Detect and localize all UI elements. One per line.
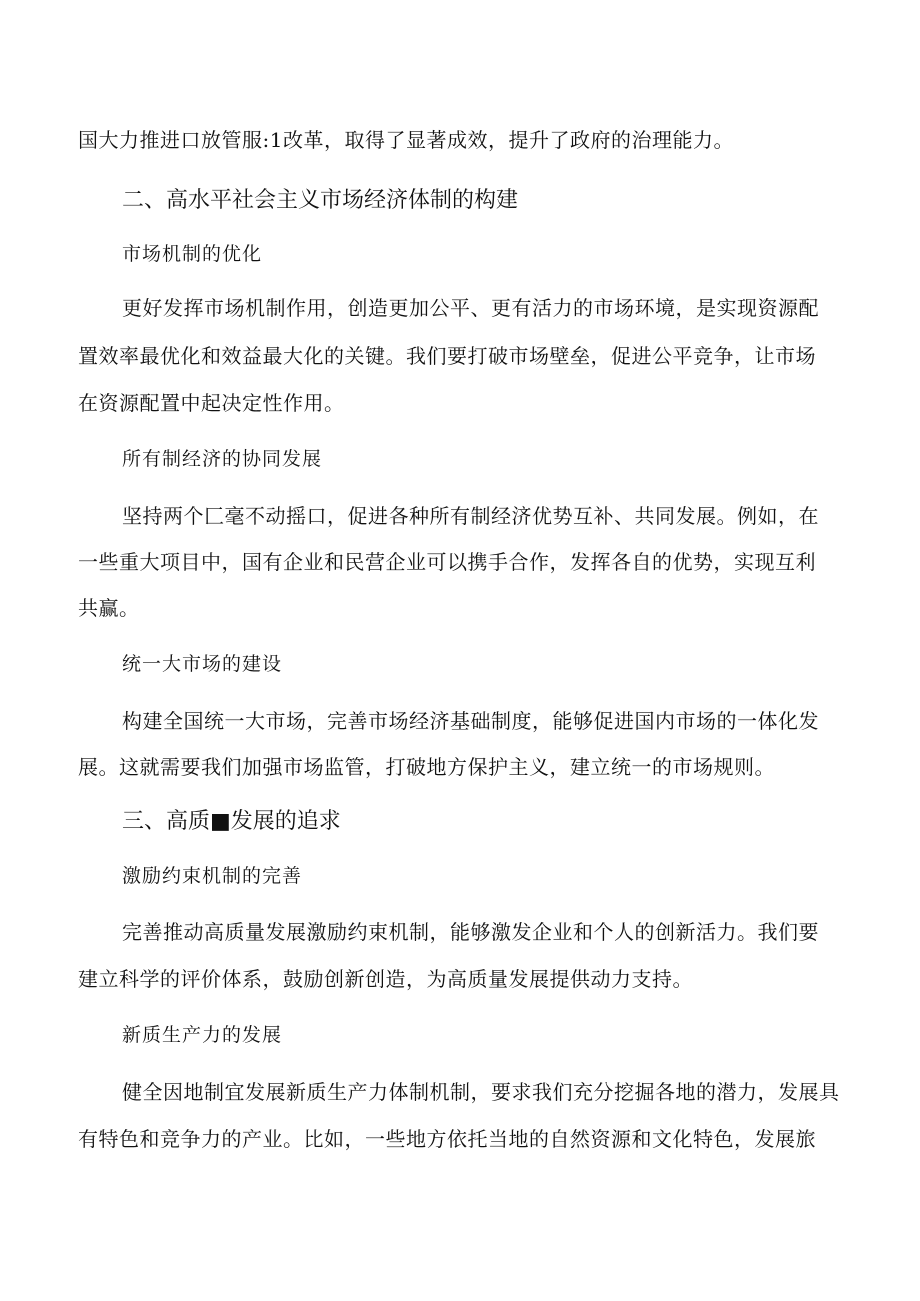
subsection-title-market-mechanism: 市场机制的优化 [122,243,263,265]
subsection-title-ownership: 所有制经济的协同发展 [122,448,323,470]
paragraph-line: 有特色和竞争力的产业。比如，一些地方依托当地的自然资源和文化特色，发展旅 [78,1127,816,1151]
paragraph-line: 置效率最优化和效益最大化的关键。我们要打破市场壁垒，促进公平竞争，让市场 [78,344,816,368]
subsection-title-unified-market: 统一大市场的建设 [122,653,283,675]
paragraph-line: 更好发挥市场机制作用，创造更加公平、更有活力的市场环境，是实现资源配 [122,296,819,320]
paragraph-line: 展。这就需要我们加强市场监管，打破地方保护主义，建立统一的市场规则。 [78,755,775,779]
paragraph-line: 在资源配置中起决定性作用。 [78,391,345,415]
subsection-title-productivity: 新质生产力的发展 [122,1024,283,1046]
paragraph-line: 完善推动高质量发展激励约束机制，能够激发企业和个人的创新活力。我们要 [122,920,819,944]
subsection-title-incentives: 激励约束机制的完善 [122,865,303,887]
section-heading-3: 三、高质■发展的追求 [122,809,341,834]
paragraph-line: 一些重大项目中，国有企业和民营企业可以携手合作，发挥各自的优势，实现互利 [78,550,816,574]
paragraph-line: 坚持两个匚毫不动摇口，促进各种所有制经济优势互补、共同发展。例如，在 [122,504,819,528]
paragraph-line: 共赢。 [78,596,140,620]
paragraph-line: 国大力推进口放管服:1改革，取得了显著成效，提升了政府的治理能力。 [78,128,734,152]
paragraph-line: 构建全国统一大市场，完善市场经济基础制度，能够促进国内市场的一体化发 [122,709,819,733]
paragraph-line: 健全因地制宜发展新质生产力体制机制，要求我们充分挖掘各地的潜力，发展具 [122,1080,840,1104]
paragraph-line: 建立科学的评价体系，鼓励创新创造，为高质量发展提供动力支持。 [78,967,693,991]
section-heading-2: 二、高水平社会主义市场经济体制的构建 [122,188,519,213]
